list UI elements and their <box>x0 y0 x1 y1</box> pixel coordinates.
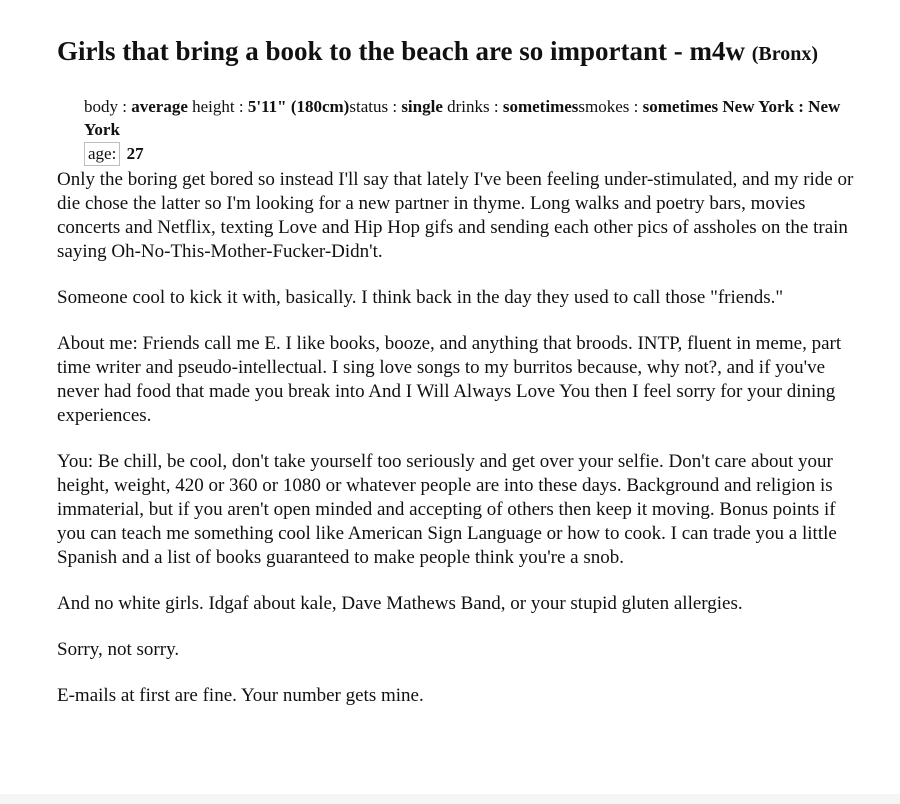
body-paragraph: Someone cool to kick it with, basically. I think back in the day they used to call those "friends." <box>57 287 784 308</box>
drinks-label: drinks : <box>447 97 499 116</box>
footer-bar <box>0 794 900 804</box>
body-paragraph: Only the boring get bored so instead I'll say that lately I've been feeling under-stimulated, and my ride or die chose the latter so I'm looking for a new partner in thyme. Long walks and poetry bars, movies concerts and Netflix, texting Love and Hip Hop gifs and sending each other pics of assholes on the train saying Oh-No-This-Mother-Fucker-Didn't. <box>57 169 854 262</box>
attribute-group <box>84 95 854 141</box>
drinks-value: sometimes <box>502 97 579 116</box>
location-value: New York : New York <box>84 97 841 139</box>
smokes-value: sometimes <box>642 97 719 116</box>
status-label: status : <box>349 97 398 116</box>
body-paragraph: You: Be chill, be cool, don't take yourself too seriously and get over your selfie. Don't care about your height, weight, 420 or 360 or 1080 or whatever people are into these days. Background and religion is immaterial, but if you aren't open minded and accepting of others then keep it moving. Bonus points if you can teach me something cool like American Sign Language or how to cook. I can trade you a little Spanish and a list of books guaranteed to make people think you're a snob. <box>57 451 837 568</box>
posting-title-text: Girls that bring a book to the beach are so important - m4w <box>57 36 745 66</box>
posting-location: (Bronx) <box>751 43 819 65</box>
age-label: age: <box>84 142 120 166</box>
body-paragraph: E-mails at first are fine. Your number gets mine. <box>57 685 424 706</box>
posting-container <box>57 34 857 730</box>
age-attribute <box>84 142 857 166</box>
posting-title <box>57 34 857 71</box>
body-paragraph: About me: Friends call me E. I like books, booze, and anything that broods. INTP, fluent in meme, part time writer and pseudo-intellectual. I sing love songs to my burritos because, why not?, and if you've never had food that made you break into And I Will Always Love You then I feel sorry for your dining experiences. <box>57 333 842 426</box>
posting-body <box>57 168 857 708</box>
height-label: height : <box>192 97 244 116</box>
body-paragraph: Sorry, not sorry. <box>57 639 180 660</box>
status-value: single <box>401 97 443 116</box>
body-value: average <box>131 97 188 116</box>
smokes-label: smokes : <box>578 97 639 116</box>
body-paragraph: And no white girls. Idgaf about kale, Dave Mathews Band, or your stupid gluten allergies. <box>57 593 743 614</box>
age-value: 27 <box>126 144 144 163</box>
body-label: body : <box>84 97 127 116</box>
height-value: 5'11" (180cm) <box>247 97 350 116</box>
